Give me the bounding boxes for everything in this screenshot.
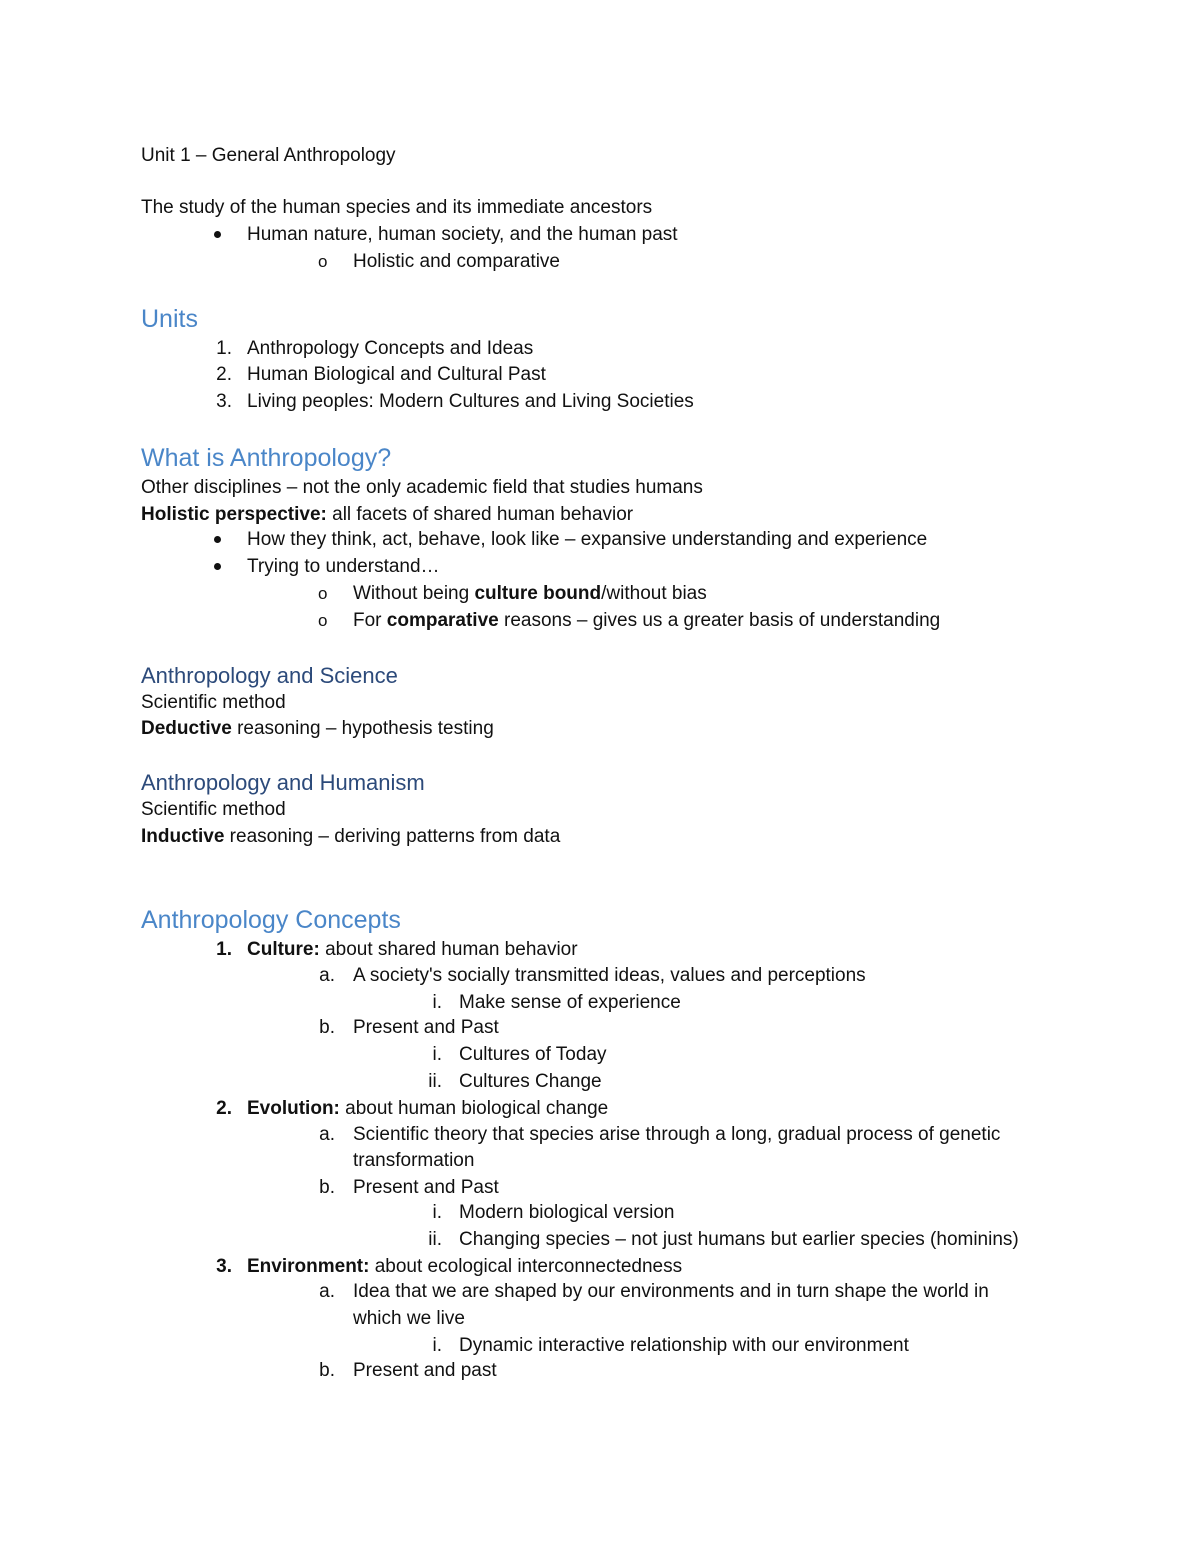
concepts-heading: Anthropology Concepts: [141, 906, 401, 934]
what-is-bullet: Trying to understand…: [247, 556, 440, 577]
text-run: reasoning – deriving patterns from data: [224, 826, 561, 847]
other-disciplines-line: [141, 476, 703, 500]
list-number: 1.: [216, 338, 232, 359]
list-roman: ii.: [428, 1229, 442, 1250]
concept-item: [247, 1255, 682, 1279]
intro-bullet: Human nature, human society, and the human past: [247, 224, 678, 245]
concept-subsubitem: Modern biological version: [459, 1202, 675, 1223]
document-title: Unit 1 – General Anthropology: [141, 145, 396, 166]
text-run: about human biological change: [339, 1098, 609, 1119]
science-line: [141, 717, 494, 741]
units-item: Living peoples: Modern Cultures and Living Societies: [247, 391, 694, 412]
concept-subitem-continued: which we live: [353, 1308, 465, 1329]
bold-term: Environment:: [247, 1256, 370, 1277]
what-is-sub: [353, 609, 940, 633]
concept-subsubitem: Dynamic interactive relationship with our environment: [459, 1335, 909, 1356]
what-is-heading: What is Anthropology?: [141, 444, 392, 472]
circle-bullet-icon: o: [318, 584, 328, 603]
list-letter: a.: [319, 1124, 335, 1145]
bold-term: Inductive: [141, 826, 225, 847]
bold-term: Deductive: [141, 718, 232, 739]
concept-subitem-continued: transformation: [353, 1150, 475, 1171]
holistic-text: all facets of shared human behavior: [326, 504, 634, 525]
concept-subsubitem: Changing species – not just humans but earlier species (hominins): [459, 1229, 1019, 1250]
other-disciplines-label: Other disciplines: [141, 477, 282, 498]
list-number: 3.: [216, 1256, 232, 1277]
humanism-line: Scientific method: [141, 799, 286, 820]
text-run: about shared human behavior: [319, 939, 578, 960]
list-letter: a.: [319, 1281, 335, 1302]
concept-subitem: Present and past: [353, 1360, 497, 1381]
list-number: 3.: [216, 391, 232, 412]
concept-subsubitem: Cultures Change: [459, 1071, 602, 1092]
list-number: 2.: [216, 364, 232, 385]
list-roman: i.: [432, 1202, 442, 1223]
bullet-icon: [214, 536, 221, 543]
list-letter: b.: [319, 1360, 335, 1381]
concept-subitem: A society's socially transmitted ideas, values and perceptions: [353, 965, 866, 986]
science-heading: Anthropology and Science: [141, 663, 398, 688]
circle-bullet-icon: o: [318, 611, 328, 630]
text-run: reasoning – hypothesis testing: [231, 718, 494, 739]
bold-term: comparative: [386, 610, 499, 631]
units-item: Human Biological and Cultural Past: [247, 364, 546, 385]
concept-item: [247, 1097, 608, 1121]
concept-subitem: Present and Past: [353, 1017, 499, 1038]
concept-subitem: Idea that we are shaped by our environments and in turn shape the world in: [353, 1281, 989, 1302]
text-run: For: [353, 610, 387, 631]
humanism-heading: Anthropology and Humanism: [141, 770, 425, 795]
list-roman: ii.: [428, 1071, 442, 1092]
circle-bullet-icon: o: [318, 252, 328, 271]
concept-item: [247, 938, 578, 962]
bold-term: culture bound: [474, 583, 602, 604]
what-is-sub: [353, 582, 707, 606]
other-disciplines-text: – not the only academic field that studies humans: [281, 477, 703, 498]
list-letter: b.: [319, 1017, 335, 1038]
concept-subsubitem: Cultures of Today: [459, 1044, 607, 1065]
list-number: 2.: [216, 1098, 232, 1119]
list-roman: i.: [432, 1044, 442, 1065]
text-run: reasons – gives us a greater basis of understanding: [498, 610, 941, 631]
list-roman: i.: [432, 992, 442, 1013]
list-roman: i.: [432, 1335, 442, 1356]
concept-subsubitem: Make sense of experience: [459, 992, 681, 1013]
intro-sub: Holistic and comparative: [353, 251, 560, 272]
units-heading: Units: [141, 305, 198, 333]
science-line: Scientific method: [141, 692, 286, 713]
bullet-icon: [214, 563, 221, 570]
what-is-bullet: How they think, act, behave, look like – expansive understanding and experience: [247, 529, 928, 550]
list-number: 1.: [216, 939, 232, 960]
humanism-line: [141, 825, 560, 849]
text-run: about ecological interconnectedness: [369, 1256, 683, 1277]
intro-definition: The study of the human species and its immediate ancestors: [141, 197, 653, 218]
holistic-label: Holistic perspective:: [141, 504, 327, 525]
text-run: Without being: [353, 583, 475, 604]
bold-term: Culture:: [247, 939, 320, 960]
list-letter: b.: [319, 1177, 335, 1198]
bullet-icon: [214, 231, 221, 238]
list-letter: a.: [319, 965, 335, 986]
concept-subitem: Scientific theory that species arise through a long, gradual process of genetic: [353, 1124, 1001, 1145]
holistic-line: [141, 503, 633, 527]
concept-subitem: Present and Past: [353, 1177, 499, 1198]
bold-term: Evolution:: [247, 1098, 340, 1119]
units-item: Anthropology Concepts and Ideas: [247, 338, 534, 359]
text-run: /without bias: [601, 583, 707, 604]
